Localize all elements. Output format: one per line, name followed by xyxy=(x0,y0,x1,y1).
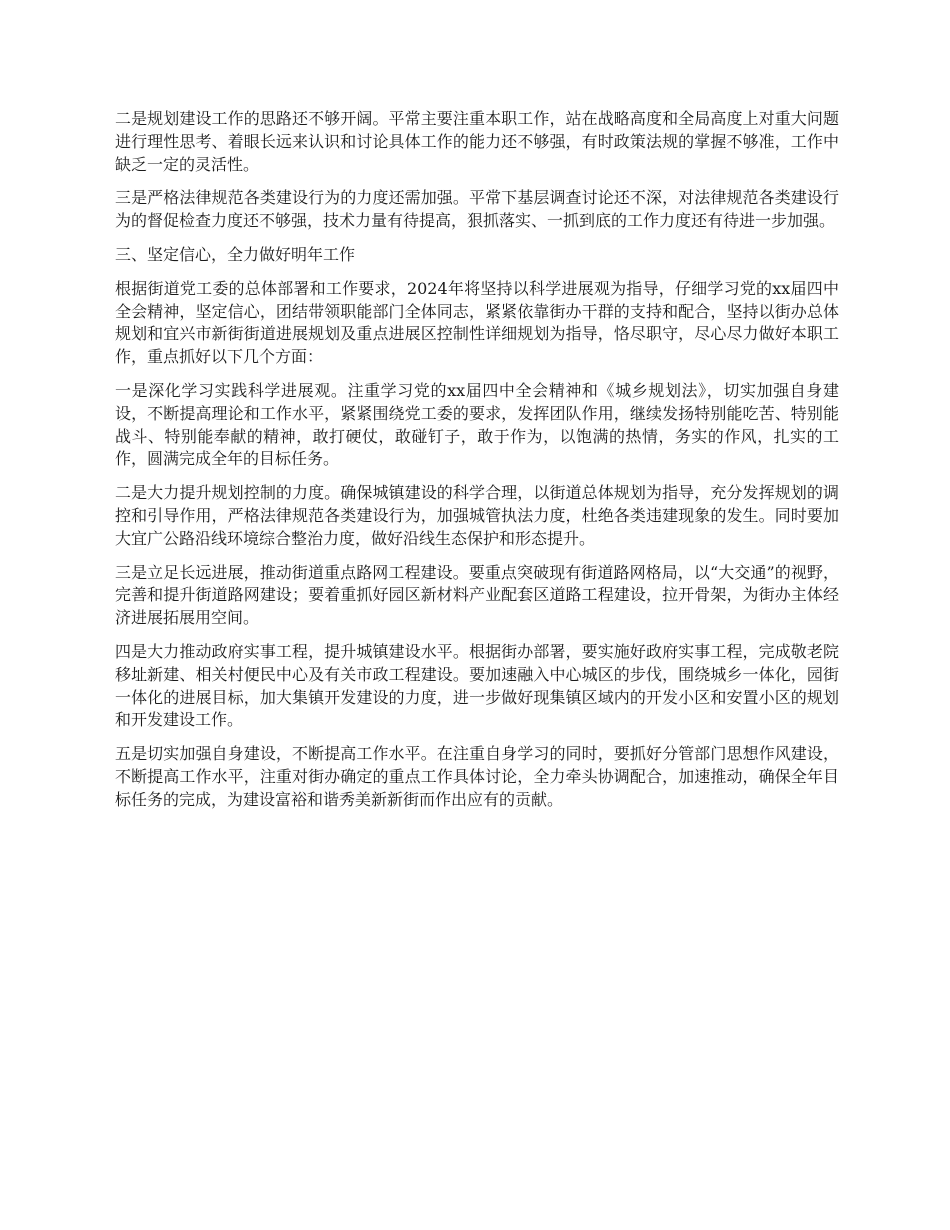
paragraph-item-one: 一是深化学习实践科学进展观。注重学习党的xx届四中全会精神和《城乡规划法》，切实加强自身建设，不断提高理论和工作水平，紧紧围绕党工委的要求，发挥团队作用，继续发扬特别能吃苦、特别能战斗、特别能奉献的精神，敢打硬仗，敢碰钉子，敢于作为，以饱满的热情，务实的作风，扎实的工作，圆满完成全年的目标任务。 xyxy=(115,380,839,469)
paragraph-item-four: 四是大力推动政府实事工程，提升城镇建设水平。根据街办部署，要实施好政府实事工程，完成敬老院移址新建、相关村便民中心及有关市政工程建设。要加速融入中心城区的步伐，围绕城乡一体化，园街一体化的进展目标，加大集镇开发建设的力度，进一步做好现集镇区域内的开发小区和安置小区的规划和开发建设工作。 xyxy=(115,641,839,730)
section-heading-next-year: 三、坚定信心，全力做好明年工作 xyxy=(115,244,356,264)
paragraph-item-five: 五是切实加强自身建设，不断提高工作水平。在注重自身学习的同时，要抓好分管部门思想作风建设，不断提高工作水平，注重对街办确定的重点工作具体讨论，全力牵头协调配合，加速推动，确保全年目标任务的完成，为建设富裕和谐秀美新新街而作出应有的贡献。 xyxy=(115,744,839,809)
paragraph-law-regulation: 三是严格法律规范各类建设行为的力度还需加强。平常下基层调查讨论还不深，对法律规范各类建设行为的督促检查力度还不够强，技术力量有待提高，狠抓落实、一抓到底的工作力度还有待进一步加强。 xyxy=(115,188,839,231)
paragraph-planning-ideas: 二是规划建设工作的思路还不够开阔。平常主要注重本职工作，站在战略高度和全局高度上对重大问题进行理性思考、着眼长远来认识和讨论具体工作的能力还不够强，有时政策法规的掌握不够准，工作中缺乏一定的灵活性。 xyxy=(115,109,839,174)
paragraph-item-three: 三是立足长远进展，推动街道重点路网工程建设。要重点突破现有街道路网格局，以“大交通”的视野，完善和提升街道路网建设；要着重抓好园区新材料产业配套区道路工程建设，拉开骨架，为街办主体经济进展拓展用空间。 xyxy=(115,562,839,628)
paragraph-item-two: 二是大力提升规划控制的力度。确保城镇建设的科学合理，以街道总体规划为指导，充分发挥规划的调控和引导作用，严格法律规范各类建设行为，加强城管执法力度，杜绝各类违建现象的发生。同时要加大宜广公路沿线环境综合整治力度，做好沿线生态保护和形态提升。 xyxy=(115,483,839,548)
document-page xyxy=(115,108,839,823)
paragraph-overall-deployment: 根据街道党工委的总体部署和工作要求，2024年将坚持以科学进展观为指导，仔细学习党的xx届四中全会精神，坚定信心，团结带领职能部门全体同志，紧紧依靠街办干群的支持和配合，坚持以街办总体规划和宜兴市新街街道进展规划及重点进展区控制性详细规划为指导，恪尽职守，尽心尽力做好本职工作，重点抓好以下几个方面： xyxy=(115,278,839,367)
